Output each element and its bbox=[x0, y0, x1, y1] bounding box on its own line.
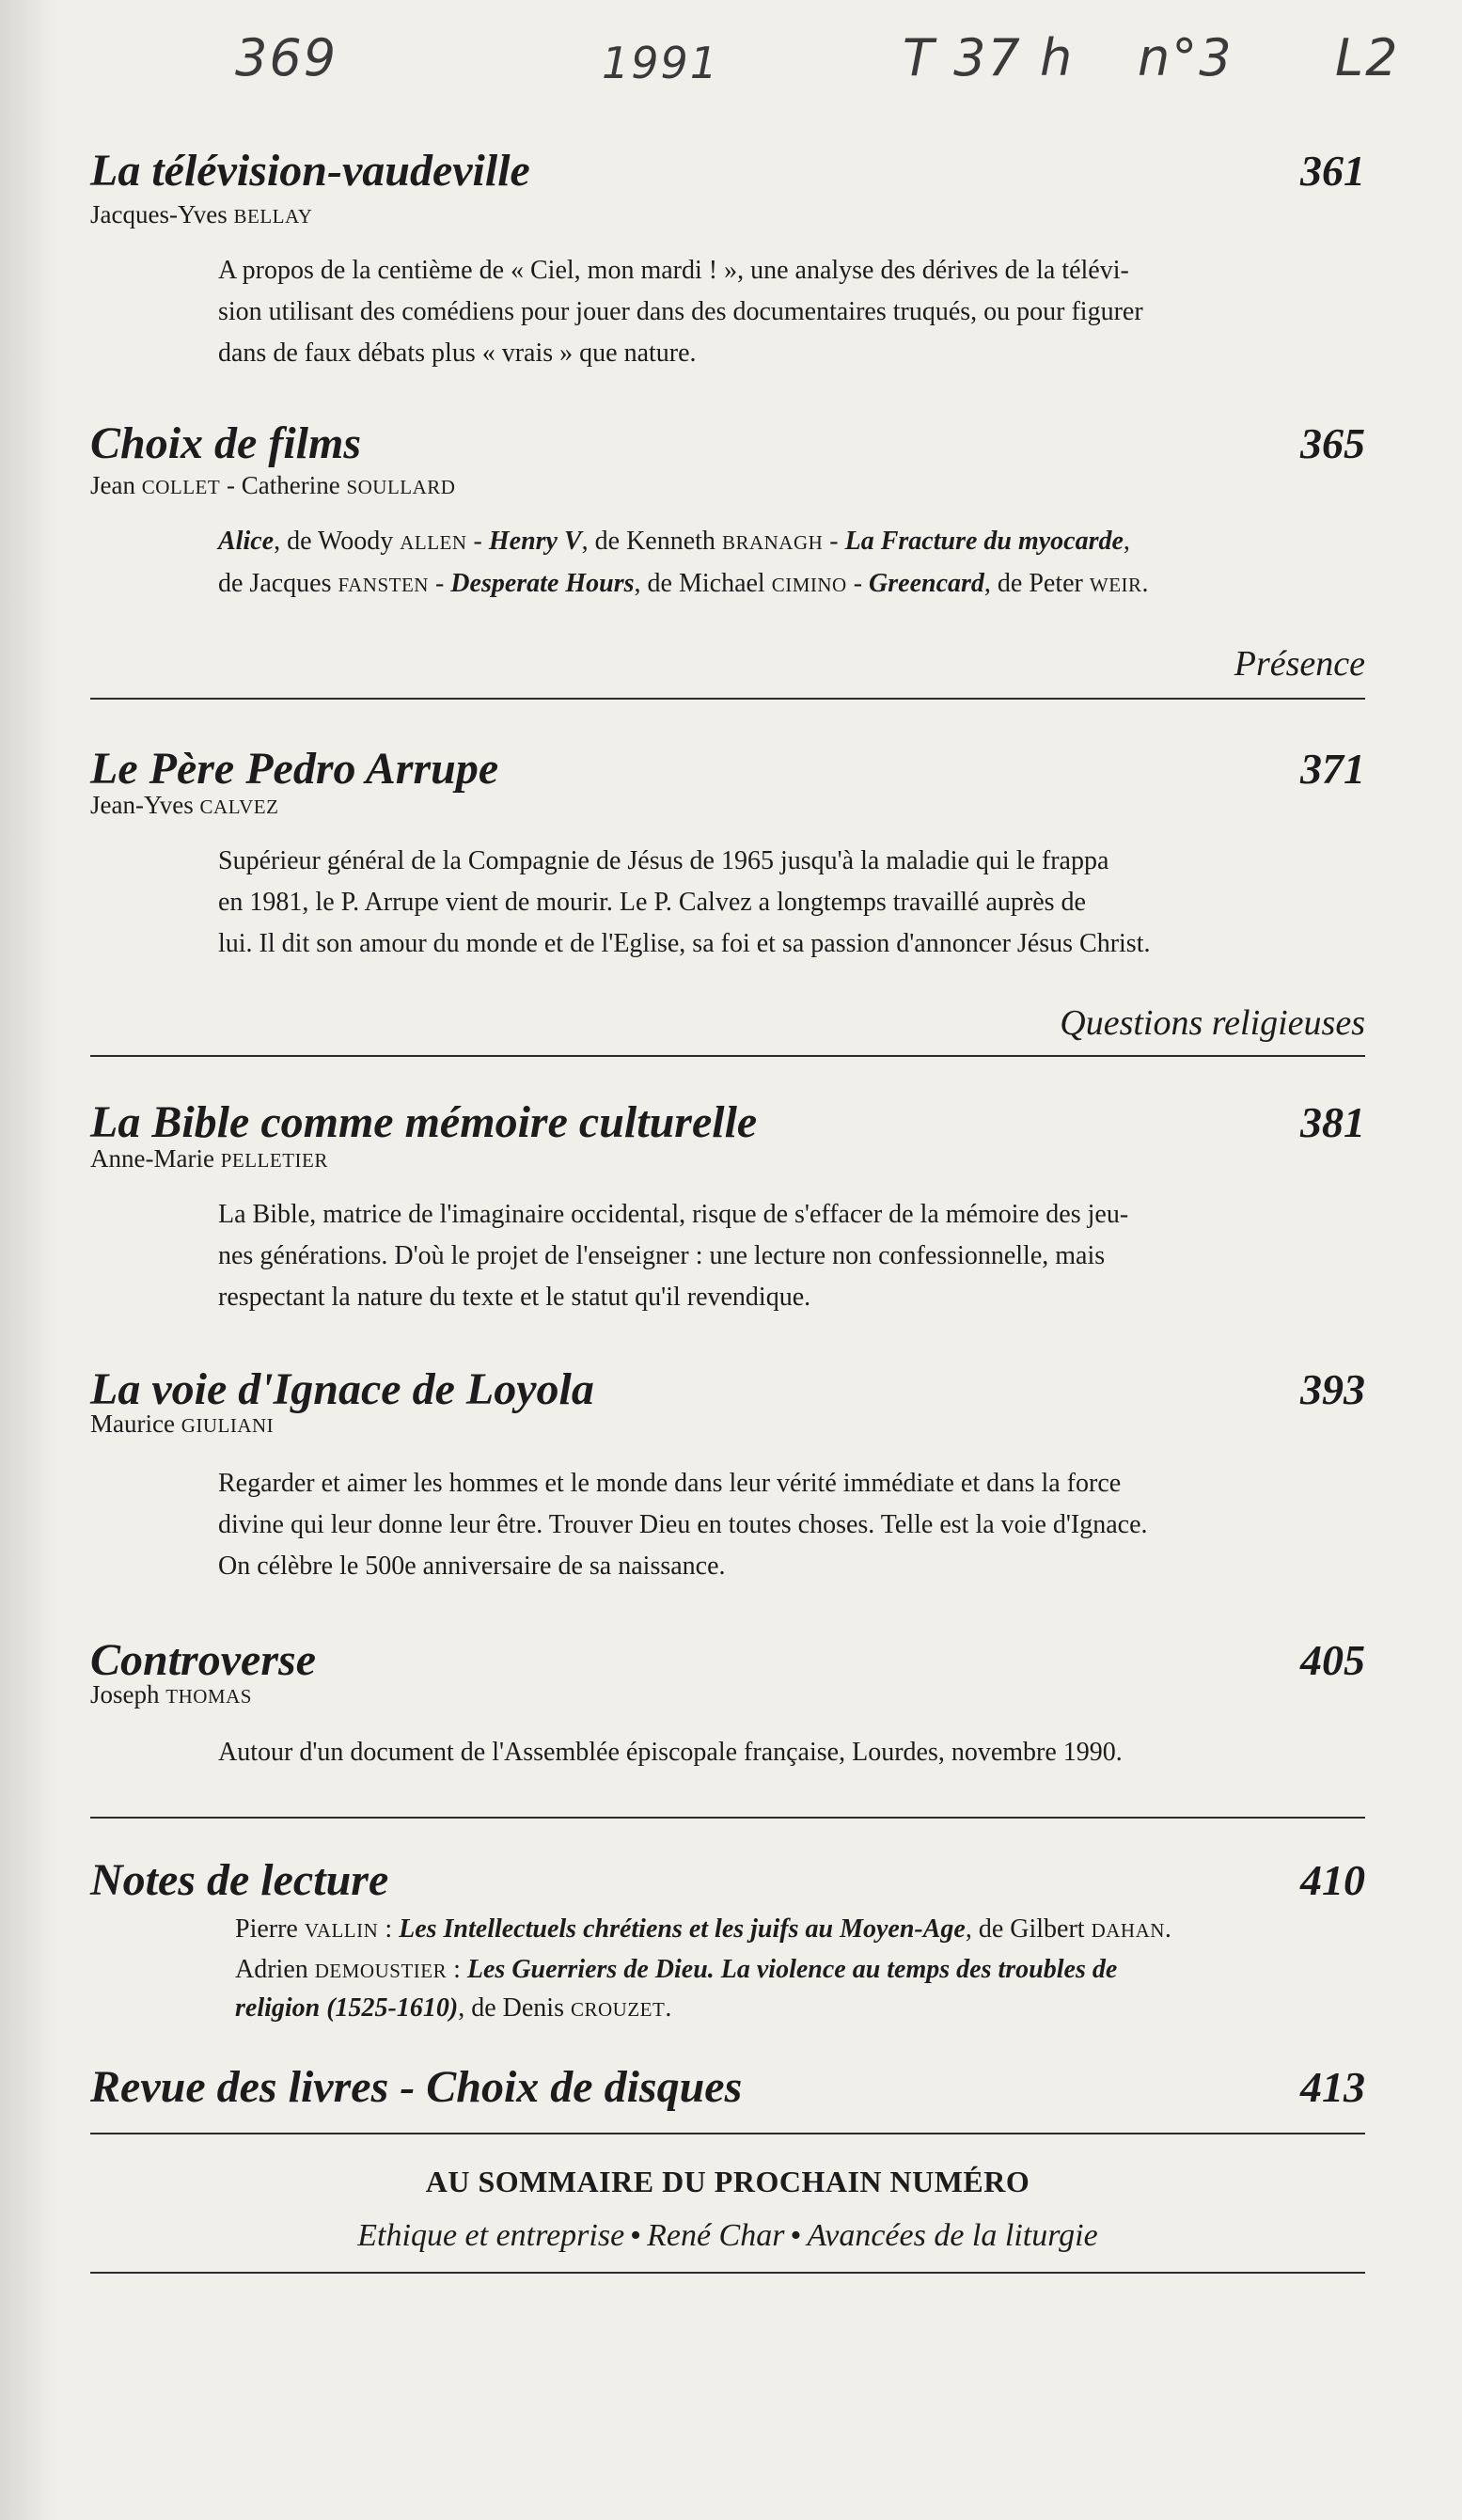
toc-entry-header bbox=[90, 1074, 1365, 1149]
toc-entry-header bbox=[90, 1341, 1365, 1416]
entry-author: Anne-Marie PELLETIER bbox=[90, 1144, 328, 1173]
entry-description: Alice, de Woody ALLEN - Henry V, de Kenneth BRANAGH - La Fracture du myocarde, de Jacques FANSTEN - Desperate Hours, de Michael CIMINO - Greencard, de Peter WEIR. bbox=[218, 527, 1149, 598]
entry-title: La voie d'Ignace de Loyola bbox=[90, 1364, 594, 1414]
entry-page-number: 413 bbox=[1300, 2063, 1365, 2111]
toc-entry-header bbox=[90, 122, 1365, 197]
entry-description: La Bible, matrice de l'imaginaire occidental, risque de s'effacer de la mémoire des jeu- nes générations. D'où le projet de l'enseigner : une lecture non confessionnelle, mais respectant la nature du texte et le statut qu'il revendique. bbox=[218, 1200, 1129, 1312]
entry-author: Jean COLLET - Catherine SOULLARD bbox=[90, 471, 456, 499]
handwritten-issue: n°3 bbox=[1138, 28, 1234, 87]
entry-page-number: 361 bbox=[1300, 147, 1365, 195]
toc-entry-header bbox=[90, 1612, 1365, 1687]
entry-title: Notes de lecture bbox=[90, 1855, 389, 1905]
handwritten-number: 369 bbox=[235, 28, 338, 87]
entry-title: Le Père Pedro Arrupe bbox=[90, 744, 499, 794]
entry-title: La Bible comme mémoire culturelle bbox=[90, 1097, 758, 1147]
entry-description: Supérieur général de la Compagnie de Jésus de 1965 jusqu'à la maladie qui le frappa en 1981, le P. Arrupe vient de mourir. Le P. Calvez a longtemps travaillé auprès de lui. Il dit son amour du monde et de l'Eglise, sa foi et sa passion d'annoncer Jésus Christ. bbox=[218, 846, 1151, 958]
entry-title: La télévision-vaudeville bbox=[90, 146, 530, 196]
handwritten-shelf: L2 bbox=[1335, 28, 1400, 87]
next-issue-item: Ethique et entreprise bbox=[357, 2218, 625, 2253]
entry-description: Regarder et aimer les hommes et le monde dans leur vérité immédiate et dans la force divine qui leur donne leur être. Trouver Dieu en toutes choses. Telle est la voie d'Ignace. On célèbre le 500e anniversaire de sa naissance. bbox=[218, 1469, 1148, 1581]
toc-entry-header bbox=[90, 395, 1365, 470]
next-issue-item: Avancées de la liturgie bbox=[807, 2218, 1098, 2253]
next-issue-list bbox=[90, 2215, 1365, 2257]
next-issue-item: René Char bbox=[647, 2218, 785, 2253]
entry-page-number: 381 bbox=[1300, 1098, 1365, 1146]
entry-page-number: 405 bbox=[1300, 1636, 1365, 1684]
bottom-rule bbox=[90, 2272, 1365, 2274]
entry-page-number: 393 bbox=[1300, 1365, 1365, 1413]
bullet-separator: • bbox=[790, 2218, 802, 2253]
entry-page-number: 410 bbox=[1300, 1856, 1365, 1904]
entry-description: A propos de la centième de « Ciel, mon mardi ! », une analyse des dérives de la télévi- sion utilisant des comédiens pour jouer dans des documentaires truqués, ou pour figurer dans de faux débats plus « vrais » que nature. bbox=[218, 256, 1143, 368]
entry-author: Jean-Yves CALVEZ bbox=[90, 791, 279, 819]
entry-author: Jacques-Yves BELLAY bbox=[90, 200, 313, 228]
entry-page-number: 365 bbox=[1300, 419, 1365, 467]
section-rule bbox=[90, 2133, 1365, 2134]
entry-title: Revue des livres - Choix de disques bbox=[90, 2062, 743, 2112]
bullet-separator: • bbox=[630, 2218, 642, 2253]
section-heading: Questions religieuses bbox=[1060, 1003, 1365, 1043]
toc-entry-header bbox=[90, 1832, 1365, 1907]
entry-page-number: 371 bbox=[1300, 745, 1365, 793]
toc-entry-header bbox=[90, 2039, 1365, 2114]
section-rule bbox=[90, 1055, 1365, 1057]
section-rule bbox=[90, 698, 1365, 700]
entry-title: Controverse bbox=[90, 1635, 316, 1685]
handwritten-code: T 37 h bbox=[903, 28, 1075, 87]
section-rule bbox=[90, 1817, 1365, 1819]
entry-description: Autour d'un document de l'Assemblée épiscopale française, Lourdes, novembre 1990. bbox=[218, 1738, 1123, 1767]
page-shadow bbox=[0, 0, 56, 2520]
section-heading: Présence bbox=[1234, 644, 1365, 684]
entry-author: Maurice GIULIANI bbox=[90, 1410, 275, 1438]
entry-description: Pierre VALLIN : Les Intellectuels chrétiens et les juifs au Moyen-Age, de Gilbert DAHAN. Adrien DEMOUSTIER : Les Guerriers de Dieu. La violence au temps des troubles de religion (1525-1610), de Denis CROUZET. bbox=[235, 1914, 1171, 2023]
handwritten-year: 1991 bbox=[602, 38, 720, 88]
entry-title: Choix de films bbox=[90, 418, 362, 468]
entry-author: Joseph THOMAS bbox=[90, 1680, 252, 1709]
toc-entry-header bbox=[90, 720, 1365, 795]
next-issue-heading: AU SOMMAIRE DU PROCHAIN NUMÉRO bbox=[425, 2165, 1030, 2198]
